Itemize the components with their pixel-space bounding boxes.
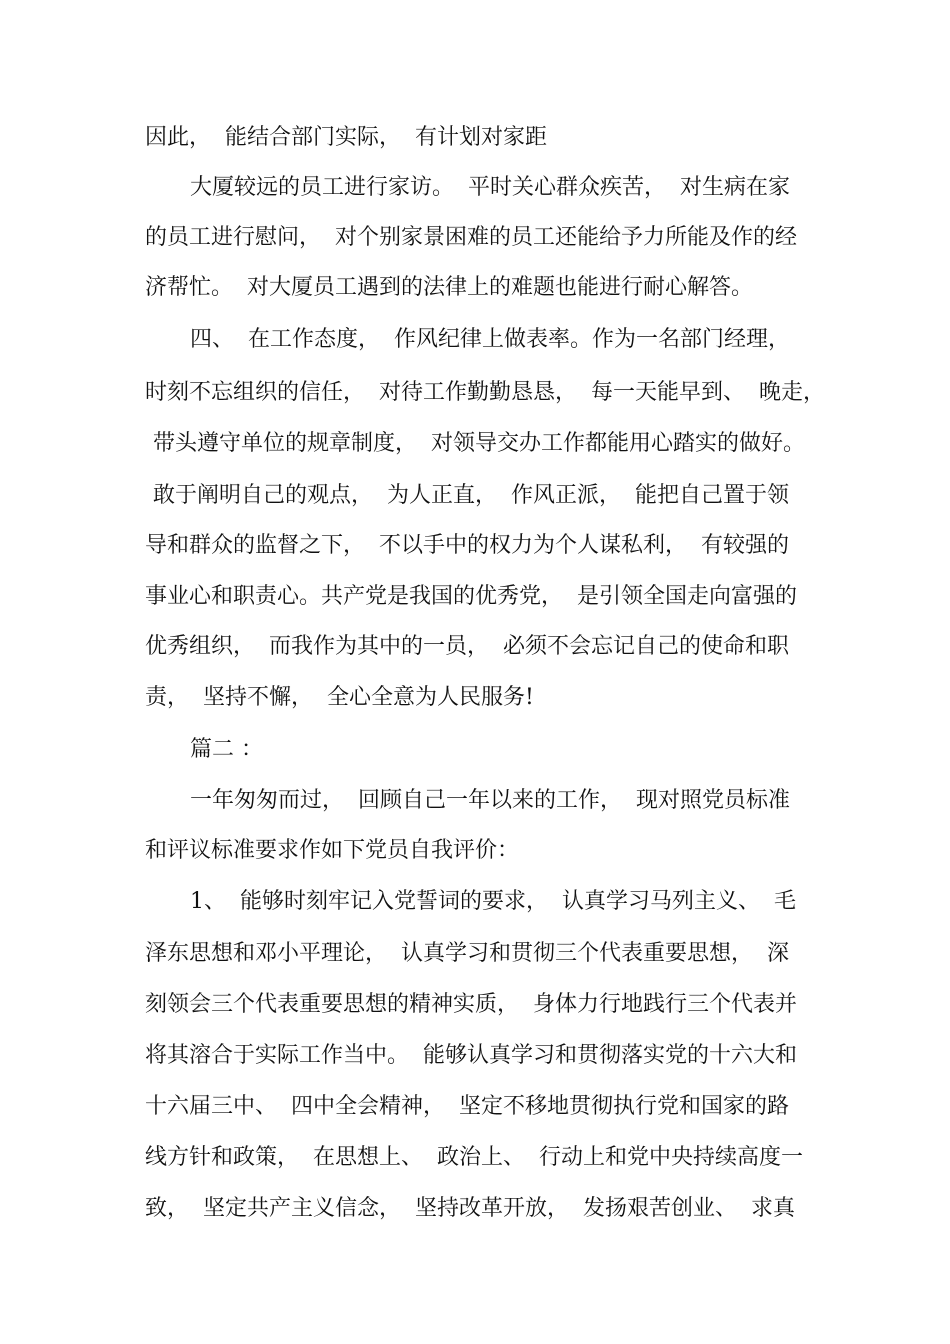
text-line: 大厦较远的员工进行家访。 平时关心群众疾苦， 对生病在家	[190, 175, 790, 200]
text-line: 济帮忙。 对大厦员工遇到的法律上的难题也能进行耐心解答。	[145, 275, 753, 300]
text-line: 因此， 能结合部门实际， 有计划对家距	[145, 125, 547, 150]
text-line: 四、 在工作态度， 作风纪律上做表率。作为一名部门经理，	[190, 327, 790, 352]
section-heading: 篇二 ：	[190, 737, 263, 762]
text-line: 优秀组织， 而我作为其中的一员， 必须不会忘记自己的使命和职	[145, 634, 789, 659]
text-line: 时刻不忘组织的信任， 对待工作勤勤恳恳， 每一天能早到、 晚走，	[145, 380, 825, 405]
text-line: 责， 坚持不懈， 全心全意为人民服务!	[145, 685, 534, 710]
text-line: 带头遵守单位的规章制度， 对领导交办工作都能用心踏实的做好。	[153, 431, 805, 456]
text-line: 泽东思想和邓小平理论， 认真学习和贯彻三个代表重要思想， 深	[145, 941, 789, 966]
text-line: 将其溶合于实际工作当中。 能够认真学习和贯彻落实党的十六大和	[145, 1043, 797, 1068]
text-line: 刻领会三个代表重要思想的精神实质， 身体力行地践行三个代表并	[145, 992, 797, 1017]
text-line: 敢于阐明自己的观点， 为人正直， 作风正派， 能把自己置于领	[153, 483, 789, 508]
text-line: 一年匆匆而过， 回顾自己一年以来的工作， 现对照党员标准	[190, 788, 790, 813]
text-line: 事业心和职责心。共产党是我国的优秀党， 是引领全国走向富强的	[145, 584, 797, 609]
text-line: 的员工进行慰问， 对个别家景困难的员工还能给予力所能及作的经	[145, 225, 797, 250]
text-line: 十六届三中、 四中全会精神， 坚定不移地贯彻执行党和国家的路	[145, 1094, 789, 1119]
text-line: 和评议标准要求作如下党员自我评价：	[145, 838, 520, 863]
text-line: 致， 坚定共产主义信念， 坚持改革开放， 发扬艰苦创业、 求真	[145, 1196, 795, 1221]
text-line: 导和群众的监督之下， 不以手中的权力为个人谋私利， 有较强的	[145, 533, 789, 558]
text-line: 1、 能够时刻牢记入党誓词的要求， 认真学习马列主义、 毛	[190, 889, 796, 914]
text-line: 线方针和政策， 在思想上、 政治上、 行动上和党中央持续高度一	[145, 1145, 803, 1170]
